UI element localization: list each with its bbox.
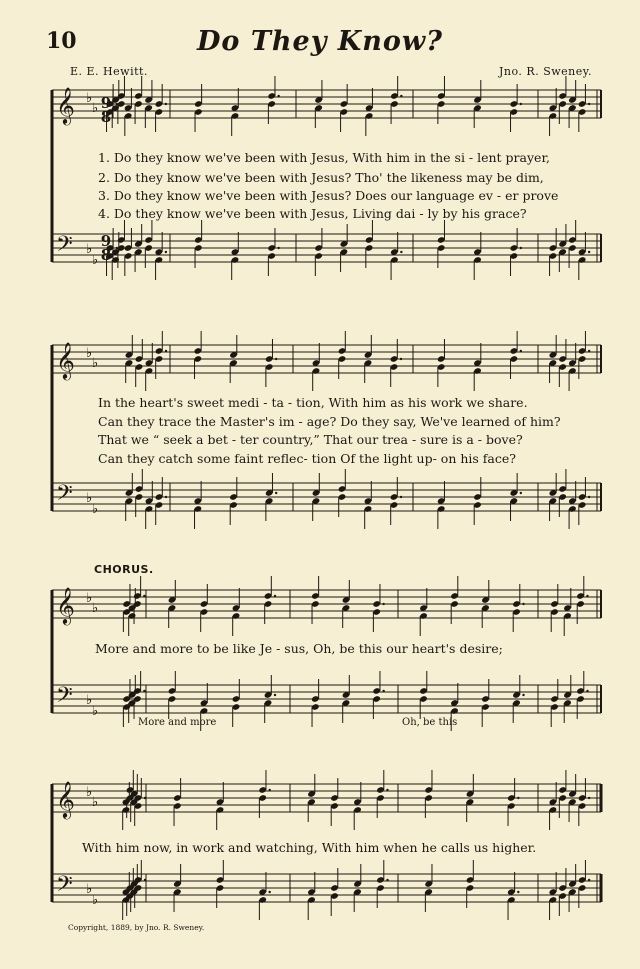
- dot: [517, 797, 519, 799]
- key-signature-flat: ♭: [86, 591, 93, 606]
- key-signature-flat: ♭: [86, 91, 93, 106]
- key-signature-flat: ♭: [86, 242, 93, 257]
- dot: [400, 358, 402, 360]
- bass-time-signature-top: 9: [100, 232, 112, 250]
- dot: [400, 95, 402, 97]
- dot: [275, 492, 277, 494]
- verse-3-line-2: That we “ seek a bet - ter country,” That our trea - sure is a - bove?: [98, 432, 523, 447]
- time-signature-bottom: 8: [100, 108, 112, 126]
- key-signature-flat: ♭: [86, 346, 93, 361]
- key-signature-flat: ♭: [92, 101, 99, 116]
- dot: [144, 879, 146, 881]
- copyright-notice: Copyright, 1889, by Jno. R. Sweney.: [68, 923, 205, 932]
- hymn-title: Do They Know?: [197, 26, 443, 57]
- treble-clef: 𝄞: [56, 586, 75, 624]
- dot: [165, 496, 167, 498]
- chorus-lyric-1: More and more to be like Je - sus, Oh, be this our heart's desire;: [95, 641, 503, 656]
- key-signature-flat: ♭: [86, 693, 93, 708]
- dot: [116, 103, 118, 105]
- dot: [116, 247, 118, 249]
- verse-2-line-2: Can they trace the Master's im - age? Do they say, We've learned of him?: [98, 414, 561, 429]
- time-signature-top: 9: [100, 94, 112, 112]
- dot: [588, 251, 590, 253]
- treble-clef: 𝄞: [56, 341, 75, 379]
- verse-3-line-1: 3. Do they know we've been with Jesus? Does our language ev - er prove: [98, 188, 559, 203]
- dot: [268, 891, 270, 893]
- key-signature-flat: ♭: [86, 882, 93, 897]
- dot: [386, 789, 388, 791]
- dot: [400, 496, 402, 498]
- dot: [277, 247, 279, 249]
- dot: [382, 603, 384, 605]
- composer-credit: Jno. R. Sweney.: [499, 65, 592, 78]
- bass-clef: 𝄢: [56, 683, 73, 713]
- dot: [143, 595, 145, 597]
- dot: [588, 797, 590, 799]
- dot: [586, 690, 588, 692]
- bass-cue-2: Oh, be this: [402, 717, 458, 728]
- dot: [400, 251, 402, 253]
- verse-1-line-2: In the heart's sweet medi - ta - tion, With him as his work we share.: [98, 395, 528, 410]
- dot: [165, 350, 167, 352]
- dot: [268, 789, 270, 791]
- lyricist-credit: E. E. Hewitt.: [70, 65, 148, 78]
- bass-time-signature-bottom: 8: [100, 246, 112, 264]
- treble-clef: 𝄞: [56, 780, 75, 818]
- dot: [382, 690, 384, 692]
- dot: [520, 103, 522, 105]
- dot: [165, 251, 167, 253]
- chorus-label: CHORUS.: [94, 563, 154, 576]
- dot: [277, 95, 279, 97]
- bass-cue-1: More and more: [138, 717, 217, 728]
- key-signature-flat: ♭: [86, 491, 93, 506]
- bass-clef: 𝄢: [56, 481, 73, 511]
- key-signature-flat: ♭: [92, 893, 99, 908]
- dot: [274, 694, 276, 696]
- dot: [588, 103, 590, 105]
- page-number: 10: [46, 28, 77, 54]
- dot: [586, 595, 588, 597]
- dot: [520, 247, 522, 249]
- bass-clef: 𝄢: [56, 872, 73, 902]
- key-signature-flat: ♭: [92, 601, 99, 616]
- dot: [274, 595, 276, 597]
- bass-clef: 𝄢: [56, 232, 73, 262]
- dot: [520, 492, 522, 494]
- dot: [520, 350, 522, 352]
- dot: [165, 103, 167, 105]
- dot: [588, 879, 590, 881]
- verse-4-line-1: 4. Do they know we've been with Jesus, Living dai - ly by his grace?: [98, 206, 527, 221]
- treble-clef: 𝄞: [56, 86, 75, 124]
- key-signature-flat: ♭: [92, 253, 99, 268]
- key-signature-flat: ♭: [92, 795, 99, 810]
- dot: [275, 358, 277, 360]
- dot: [522, 603, 524, 605]
- dot: [144, 797, 146, 799]
- verse-1-line-1: 1. Do they know we've been with Jesus, With him in the si - lent prayer,: [98, 150, 551, 165]
- verse-2-line-1: 2. Do they know we've been with Jesus? Tho' the likeness may be dim,: [98, 170, 544, 185]
- key-signature-flat: ♭: [86, 785, 93, 800]
- key-signature-flat: ♭: [92, 356, 99, 371]
- dot: [588, 350, 590, 352]
- verse-4-line-2: Can they catch some faint reflec- tion Of the light up- on his face?: [98, 451, 516, 466]
- dot: [588, 496, 590, 498]
- dot: [517, 891, 519, 893]
- key-signature-flat: ♭: [92, 704, 99, 719]
- chorus-lyric-2: With him now, in work and watching, With him when he calls us higher.: [82, 840, 537, 855]
- dot: [522, 694, 524, 696]
- dot: [143, 690, 145, 692]
- dot: [386, 879, 388, 881]
- key-signature-flat: ♭: [92, 502, 99, 517]
